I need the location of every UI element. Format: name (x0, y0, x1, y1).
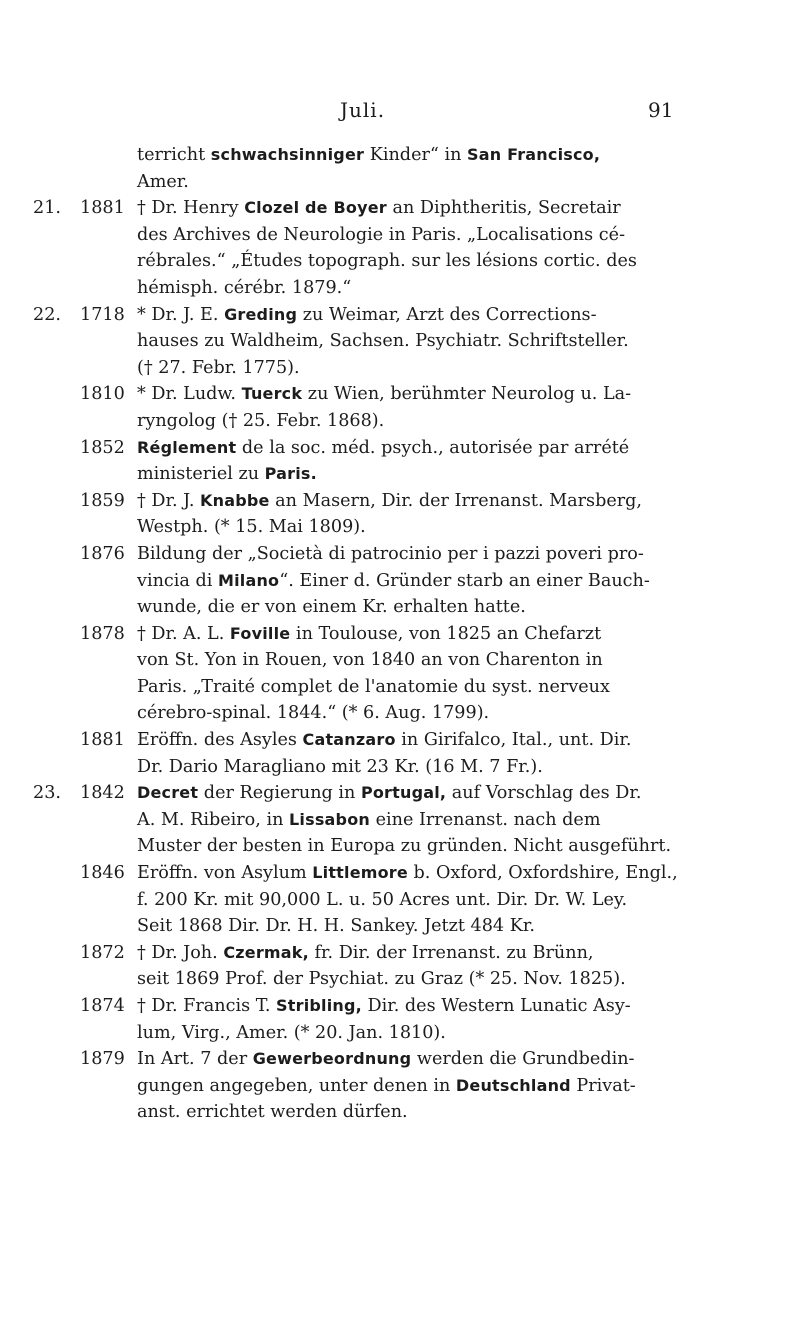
emphasized-term: San Francisco, (467, 145, 601, 164)
emphasized-term: Portugal, (360, 783, 447, 803)
emphasized-term: Tuerck (241, 384, 303, 404)
emphasized-term: Paris. (264, 464, 317, 484)
entry-year: 1846 (80, 863, 125, 884)
entry-year: 1881 (80, 198, 125, 219)
text-run: werden die Grundbedin- (411, 1049, 635, 1070)
text-run: fr. Dir. der Irrenanst. zu Brünn, (308, 942, 594, 963)
text-run: b. Oxford, Oxfordshire, Engl., (407, 863, 678, 884)
entry-text-line (0, 355, 800, 382)
emphasized-term: Gewerbeordnung (252, 1049, 412, 1069)
text-run: an Diphtheritis, Secretair (386, 198, 621, 219)
text-run: Paris. „Traité complet de l'anatomie du syst. nerveux (137, 676, 610, 697)
text-run: († 27. Febr. 1775). (137, 357, 300, 378)
emphasized-term: Foville (229, 623, 291, 643)
entry-text-line (0, 248, 800, 275)
text-run: anst. errichtet werden dürfen. (137, 1102, 408, 1123)
text-run: terricht (137, 145, 211, 165)
page-number: 91 (648, 98, 674, 122)
chronicle-entry (0, 302, 800, 382)
text-run: Westph. (* 15. Mai 1809). (137, 517, 366, 538)
text-run: cérebro-spinal. 1844.“ (* 6. Aug. 1799). (137, 703, 490, 724)
chronicle-entry (0, 195, 800, 301)
entry-year: 1879 (80, 1049, 125, 1070)
chronicle-entry (0, 780, 800, 860)
entry-year: 1878 (80, 623, 125, 644)
entry-day: 21. (33, 198, 61, 219)
chronicle-entry (0, 727, 800, 780)
text-run: f. 200 Kr. mit 90,000 L. u. 50 Acres unt. Dir. Dr. W. Ley. (137, 889, 628, 910)
text-run: vincia di (137, 570, 218, 591)
entry-year: 1881 (80, 730, 125, 751)
text-run: Privat- (570, 1075, 636, 1096)
text-run: ministeriel zu (137, 464, 265, 485)
text-run: A. M. Ribeiro, in (137, 809, 290, 830)
emphasized-term: Czermak, (223, 942, 309, 962)
emphasized-term: Lissabon (289, 809, 370, 829)
emphasized-term: schwachsinniger (210, 145, 365, 164)
entry-year: 1852 (80, 437, 125, 458)
text-run: seit 1869 Prof. der Psychiat. zu Graz (* 25. Nov. 1825). (137, 969, 626, 990)
text-run: lum, Virg., Amer. (* 20. Jan. 1810). (137, 1022, 446, 1043)
page-header (0, 98, 800, 128)
entry-text-line (0, 461, 800, 488)
text-run: † Dr. Henry (137, 198, 245, 219)
text-run: * Dr. Ludw. (137, 384, 242, 405)
emphasized-term: Littlemore (312, 863, 408, 883)
text-run: de la soc. méd. psych., autorisée par arrété (236, 437, 630, 458)
text-run: des Archives de Neurologie in Paris. „Localisations cé- (137, 224, 626, 245)
chronicle-entry (0, 541, 800, 621)
chronicle-entry (0, 435, 800, 488)
entry-day: 22. (33, 304, 61, 325)
text-run: gungen angegeben, unter denen in (137, 1075, 456, 1096)
text-run: * Dr. J. E. (137, 304, 225, 325)
text-run: in Girifalco, Ital., unt. Dir. (395, 730, 632, 751)
entry-year: 1718 (80, 304, 125, 325)
text-run: eine Irrenanst. nach dem (369, 809, 601, 830)
text-run: hauses zu Waldheim, Sachsen. Psychiatr. Schriftsteller. (137, 331, 629, 352)
entry-text-line (0, 275, 800, 302)
entry-text-line (0, 1020, 800, 1047)
chronicle-entry (0, 381, 800, 434)
entry-day: 23. (33, 783, 61, 804)
entry-text-line (0, 222, 800, 249)
text-run: an Masern, Dir. der Irrenanst. Marsberg, (269, 490, 643, 511)
entry-text-line (0, 674, 800, 701)
entry-text-line (0, 966, 800, 993)
text-run: wunde, die er von einem Kr. erhalten hatte. (137, 597, 526, 618)
text-run: der Regierung in (198, 783, 361, 804)
entry-year: 1874 (80, 996, 125, 1016)
chronicle-entry (0, 993, 800, 1046)
chronicle-entry (0, 860, 800, 940)
chronicle-entry (0, 1046, 800, 1126)
entry-text-line (0, 568, 800, 595)
chronicle-entry (0, 621, 800, 727)
text-run: hémisph. cérébr. 1879.“ (137, 277, 352, 298)
text-run: † Dr. Joh. (137, 942, 224, 963)
entry-text-line (0, 514, 800, 541)
entry-text-line (0, 754, 800, 781)
text-run: Dr. Dario Maragliano mit 23 Kr. (16 M. 7 Fr.). (137, 756, 543, 777)
chronicle-entries (0, 142, 800, 1126)
entry-text-line (0, 142, 800, 169)
text-run: Kinder“ in (364, 145, 468, 165)
entry-text-line (0, 594, 800, 621)
text-run: von St. Yon in Rouen, von 1840 an von Charenton in (137, 650, 603, 671)
entry-year: 1842 (80, 783, 125, 804)
text-run: “. Einer d. Gründer starb an einer Bauch- (279, 570, 650, 591)
entry-text-line (0, 328, 800, 355)
emphasized-term: Clozel de Boyer (244, 198, 387, 218)
text-run: auf Vorschlag des Dr. (446, 783, 642, 804)
text-run: ryngolog († 25. Febr. 1868). (137, 410, 385, 431)
chronicle-entry (0, 488, 800, 541)
text-run: Seit 1868 Dir. Dr. H. H. Sankey. Jetzt 484 Kr. (137, 916, 535, 937)
entry-text-line (0, 408, 800, 435)
entry-text-line (0, 807, 800, 834)
text-run: † Dr. J. (137, 490, 201, 511)
text-run: zu Weimar, Arzt des Corrections- (297, 304, 597, 325)
entry-text-line (0, 169, 800, 196)
text-run: rébrales.“ „Études topograph. sur les lésions cortic. des (137, 251, 637, 272)
entry-year: 1859 (80, 490, 125, 511)
text-run: zu Wien, berühmter Neurolog u. La- (302, 384, 632, 405)
text-run: in Toulouse, von 1825 an Chefarzt (290, 623, 602, 644)
entry-text-line (0, 913, 800, 940)
text-run: † Dr. Francis T. (137, 996, 277, 1016)
entry-text-line (0, 647, 800, 674)
emphasized-term: Milano (217, 570, 280, 590)
text-run: Bildung der „Società di patrocinio per i pazzi poveri pro- (137, 543, 644, 564)
emphasized-term: Greding (224, 304, 298, 324)
text-run: Amer. (137, 171, 189, 192)
text-run: Eröffn. des Asyles (137, 730, 303, 751)
entry-year: 1872 (80, 942, 125, 963)
text-run: In Art. 7 der (137, 1049, 253, 1070)
emphasized-term: Knabbe (200, 490, 270, 510)
emphasized-term: Stribling, (276, 996, 362, 1015)
running-head: Juli. (340, 98, 386, 122)
entry-year: 1876 (80, 543, 125, 564)
entry-text-line (0, 887, 800, 914)
emphasized-term: Decret (137, 783, 199, 803)
text-run: Muster der besten in Europa zu gründen. Nicht ausgeführt. (137, 836, 672, 857)
chronicle-entry (0, 940, 800, 993)
emphasized-term: Deutschland (455, 1075, 571, 1095)
text-run: Eröffn. von Asylum (137, 863, 313, 884)
entry-text-line (0, 1099, 800, 1126)
emphasized-term: Catanzaro (302, 730, 396, 750)
emphasized-term: Réglement (137, 437, 237, 457)
entry-text-line (0, 833, 800, 860)
entry-text-line (0, 1073, 800, 1100)
text-run: † Dr. A. L. (137, 623, 230, 644)
chronicle-entry (0, 142, 800, 195)
entry-year: 1810 (80, 384, 125, 405)
text-run: Dir. des Western Lunatic Asy- (361, 996, 631, 1016)
entry-text-line (0, 700, 800, 727)
